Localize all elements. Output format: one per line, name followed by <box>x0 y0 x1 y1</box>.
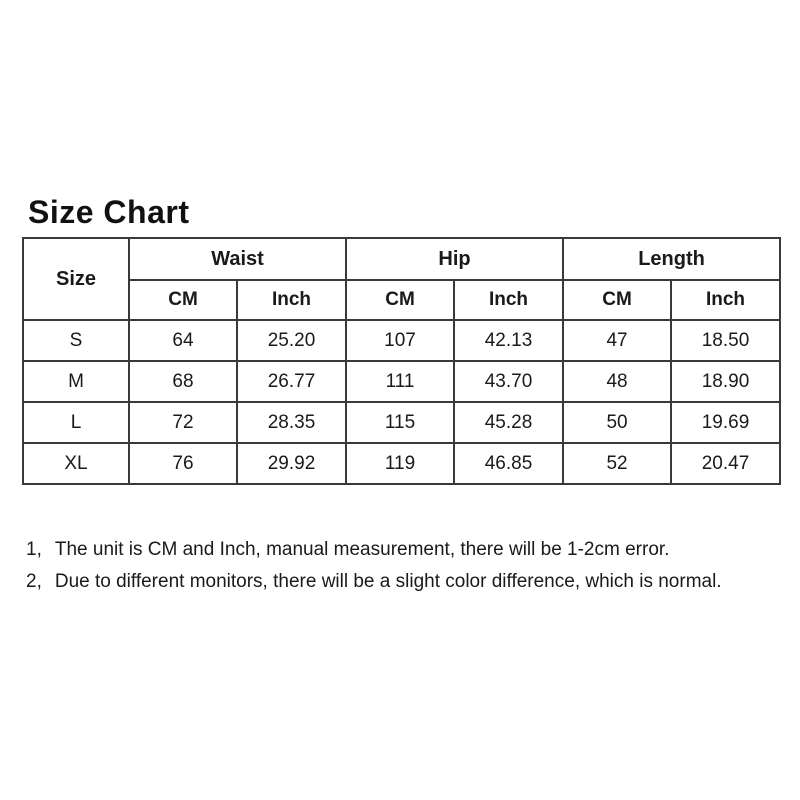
group-header-hip: Hip <box>346 238 563 280</box>
unit-header-length-inch: Inch <box>671 280 780 320</box>
value-cell: 46.85 <box>454 443 563 484</box>
value-cell: 107 <box>346 320 454 361</box>
unit-header-hip-inch: Inch <box>454 280 563 320</box>
unit-header-waist-inch: Inch <box>237 280 346 320</box>
value-cell: 76 <box>129 443 237 484</box>
unit-header-hip-cm: CM <box>346 280 454 320</box>
note-2-text: Due to different monitors, there will be a slight color difference, which is normal. <box>54 571 722 592</box>
size-cell: S <box>23 320 129 361</box>
table-row-s <box>23 320 780 361</box>
value-cell: 115 <box>346 402 454 443</box>
size-column-header: Size <box>23 238 129 320</box>
value-cell: 45.28 <box>454 402 563 443</box>
value-cell: 47 <box>563 320 671 361</box>
table-row-m <box>23 361 780 402</box>
size-cell: L <box>23 402 129 443</box>
value-cell: 119 <box>346 443 454 484</box>
group-header-length: Length <box>563 238 780 280</box>
value-cell: 20.47 <box>671 443 780 484</box>
size-cell: XL <box>23 443 129 484</box>
note-1-text: The unit is CM and Inch, manual measurement, there will be 1-2cm error. <box>54 539 670 560</box>
size-table <box>22 237 781 485</box>
note-2 <box>26 566 722 598</box>
note-1-number: 1, <box>26 539 42 560</box>
value-cell: 29.92 <box>237 443 346 484</box>
note-2-number: 2, <box>26 571 42 592</box>
value-cell: 68 <box>129 361 237 402</box>
value-cell: 50 <box>563 402 671 443</box>
value-cell: 18.50 <box>671 320 780 361</box>
value-cell: 48 <box>563 361 671 402</box>
value-cell: 52 <box>563 443 671 484</box>
note-1 <box>26 534 722 566</box>
footnotes <box>26 534 722 598</box>
value-cell: 19.69 <box>671 402 780 443</box>
page-title: Size Chart <box>28 194 190 230</box>
value-cell: 42.13 <box>454 320 563 361</box>
value-cell: 28.35 <box>237 402 346 443</box>
value-cell: 26.77 <box>237 361 346 402</box>
unit-header-length-cm: CM <box>563 280 671 320</box>
value-cell: 72 <box>129 402 237 443</box>
unit-header-waist-cm: CM <box>129 280 237 320</box>
table-group-header-row <box>23 238 780 280</box>
table-unit-header-row <box>23 280 780 320</box>
value-cell: 43.70 <box>454 361 563 402</box>
value-cell: 64 <box>129 320 237 361</box>
value-cell: 25.20 <box>237 320 346 361</box>
table-row-xl <box>23 443 780 484</box>
group-header-waist: Waist <box>129 238 346 280</box>
table-row-l <box>23 402 780 443</box>
size-cell: M <box>23 361 129 402</box>
value-cell: 18.90 <box>671 361 780 402</box>
value-cell: 111 <box>346 361 454 402</box>
